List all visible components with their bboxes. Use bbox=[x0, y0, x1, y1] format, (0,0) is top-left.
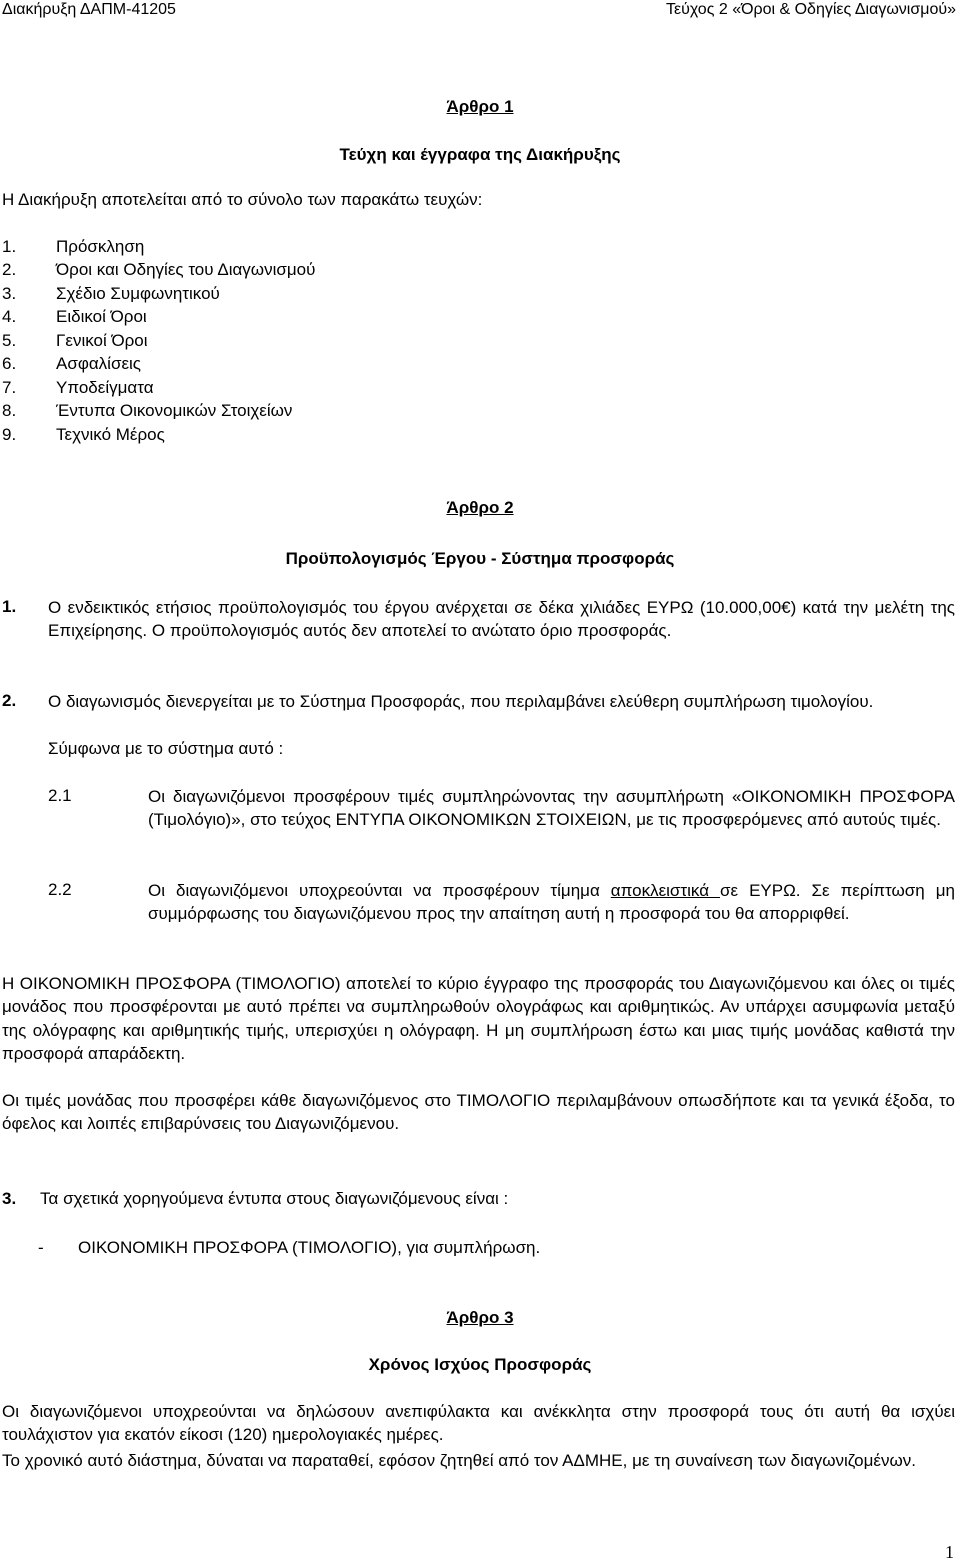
article2-p1-number: 1. bbox=[2, 597, 17, 616]
list-item: 5. Γενικοί Όροι bbox=[2, 331, 148, 350]
article2-subtitle: Προϋπολογισμός Έργου - Σύστημα προσφοράς bbox=[285, 549, 675, 568]
list-item: 3. Σχέδιο Συμφωνητικού bbox=[2, 284, 220, 303]
article3-subtitle: Χρόνος Ισχύος Προσφοράς bbox=[368, 1355, 592, 1374]
article2-p2-text: Ο διαγωνισμός διενεργείται με το Σύστημα Προσφοράς, που περιλαμβάνει ελεύθερη συμπλήρωση τιμολογίου. bbox=[48, 692, 874, 711]
article2-p1-text: Ο ενδεικτικός ετήσιος προϋπολογισμός του έργου ανέρχεται σε δέκα χιλιάδες ΕΥΡΩ (10.000,00€) κατά την μελέτη της Επιχείρησης. Ο προϋπολογισμός αυτός δεν αποτελεί το ανώτατο όριο προσφοράς. bbox=[48, 598, 955, 641]
article2-title: Άρθρο 2 bbox=[446, 498, 514, 517]
unit-prices-paragraph: Οι τιμές μονάδας που προσφέρει κάθε διαγωνιζόμενος στο ΤΙΜΟΛΟΓΙΟ περιλαμβάνουν οπωσδήποτε και τα γενικά έξοδα, το όφελος και λοιπές επιβαρύνσεις του Διαγωνιζόμενου. bbox=[2, 1091, 955, 1134]
list-item: 4. Ειδικοί Όροι bbox=[2, 307, 147, 326]
list-item: 8. Έντυπα Οικονομικών Στοιχείων bbox=[2, 401, 293, 420]
article3-p1: Οι διαγωνιζόμενοι υποχρεούνται να δηλώσουν ανεπιφύλακτα και ανέκκλητα στην προσφορά τους ότι αυτή θα ισχύει τουλάχιστον για εκατόν είκοσι (120) ημερολογιακές ημέρες. bbox=[2, 1402, 955, 1445]
article1-intro: Η Διακήρυξη αποτελείται από το σύνολο των παρακάτω τευχών: bbox=[2, 190, 483, 209]
list-item: 1. Πρόσκληση bbox=[2, 237, 145, 256]
section-2-1-number: 2.1 bbox=[48, 786, 72, 805]
list-item: 9. Τεχνικό Μέρος bbox=[2, 425, 165, 444]
offer-paragraph: Η ΟΙΚΟΝΟΜΙΚΗ ΠΡΟΣΦΟΡΑ (ΤΙΜΟΛΟΓΙΟ) αποτελεί το κύριο έγγραφο της προσφοράς του Διαγωνιζόμενου και όλες οι τιμές μονάδος που προσφέρονται με αυτό πρέπει να συμπληρωθούν ολογράφως και αριθμητικώς. Αν υπάρχει ασυμφωνία μεταξύ της ολόγραφης και αριθμητικής τιμής, υπερισχύει η ολόγραφη. Η μη συμπλήρωση έστω και μιας τιμής μονάδας καθιστά την προσφορά απαράδεκτη. bbox=[2, 974, 955, 1064]
header-right: Τεύχος 2 «Όροι & Οδηγίες Διαγωνισμού» bbox=[665, 1, 956, 18]
section-2-2-number: 2.2 bbox=[48, 880, 72, 899]
article2-p2-number: 2. bbox=[2, 691, 17, 710]
dash-item-text: ΟΙΚΟΝΟΜΙΚΗ ΠΡΟΣΦΟΡΑ (ΤΙΜΟΛΟΓΙΟ), για συμπλήρωση. bbox=[78, 1238, 541, 1257]
article1-title: Άρθρο 1 bbox=[446, 97, 514, 116]
article2-p3-text: Τα σχετικά χορηγούμενα έντυπα στους διαγωνιζόμενους είναι : bbox=[40, 1189, 509, 1208]
article2-p2-extra: Σύμφωνα με το σύστημα αυτό : bbox=[48, 739, 284, 758]
list-item: 7. Υποδείγματα bbox=[2, 378, 154, 397]
article1-subtitle: Τεύχη και έγγραφα της Διακήρυξης bbox=[339, 145, 621, 164]
list-item: 2. Όροι και Οδηγίες του Διαγωνισμού bbox=[2, 260, 316, 279]
dash-bullet: - bbox=[38, 1238, 44, 1257]
section-2-2-text: Οι διαγωνιζόμενοι υποχρεούνται να προσφέρουν τίμημα αποκλειστικά σε ΕΥΡΩ. Σε περίπτωση μη συμμόρφωσης του διαγωνιζόμενου προς την απαίτηση αυτή η προσφορά του θα απορριφθεί. bbox=[148, 881, 955, 924]
article2-p3-number: 3. bbox=[2, 1189, 17, 1208]
header-left: Διακήρυξη ΔΑΠΜ-41205 bbox=[2, 1, 176, 18]
article3-p2: Το χρονικό αυτό διάστημα, δύναται να παραταθεί, εφόσον ζητηθεί από τον ΑΔΜΗΕ, με τη συναίνεση των διαγωνιζομένων. bbox=[2, 1451, 916, 1470]
page-number: 1 bbox=[945, 1542, 954, 1562]
list-item: 6. Ασφαλίσεις bbox=[2, 354, 141, 373]
section-2-1-text: Οι διαγωνιζόμενοι προσφέρουν τιμές συμπληρώνοντας την ασυμπλήρωτη «ΟΙΚΟΝΟΜΙΚΗ ΠΡΟΣΦΟΡΑ (Τιμολόγιο)», στο τεύχος ΕΝΤΥΠΑ ΟΙΚΟΝΟΜΙΚΩΝ ΣΤΟΙΧΕΙΩΝ, με τις προσφερόμενες από αυτούς τιμές. bbox=[148, 787, 955, 830]
article3-title: Άρθρο 3 bbox=[446, 1308, 514, 1327]
underlined-exclusively: αποκλειστικά bbox=[610, 881, 721, 900]
